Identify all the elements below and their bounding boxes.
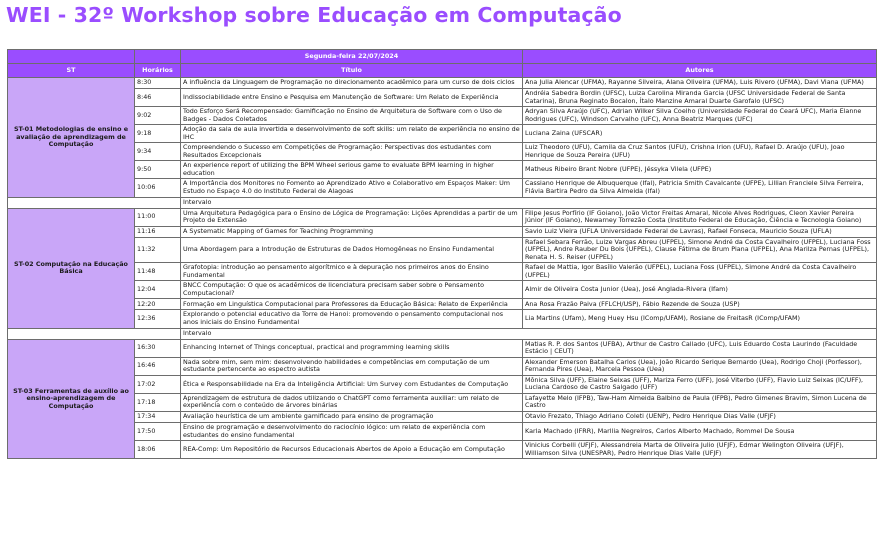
session-row [8,357,877,375]
session-title: Grafotopia: introdução ao pensamento algorítmico e à depuração nos primeiros anos do Ensino Fundamental [181,263,523,281]
date-header-blank [135,50,181,64]
session-time: 8:30 [135,78,181,89]
session-row [8,441,877,459]
session-authors: Otavio Frezato, Thiago Adriano Coleti (UENP), Pedro Henrique Dias Valle (UFJF) [523,411,877,422]
session-row [8,393,877,411]
session-time: 18:06 [135,441,181,459]
session-row [8,263,877,281]
session-row [8,179,877,197]
session-authors: Alexander Emerson Batalha Carlos (Uea), João Ricardo Serique Bernardo (Uea), Rodrigo Choji (Porfessor), Fernanda Pires (Uea), Marcela Pessoa (Uea) [523,357,877,375]
interval-row [8,328,877,339]
session-authors: Adryan Silva Araújo (UFC), Adrian Wilker Silva Coelho (Universidade Federal do Ceará UFC), Maria Elanne Rodrigues (UFC), Windson Carvalho (UFC), Anna Beatriz Marques (UFC) [523,107,877,125]
column-header-titulo: Título [181,64,523,78]
session-authors: Luciana Zaina (UFSCAR) [523,125,877,143]
interval-label: Intervalo [181,328,877,339]
interval-row [8,197,877,208]
session-title: Indissociabilidade entre Ensino e Pesquisa em Manutenção de Software: Um Relato de Experiência [181,89,523,107]
column-header-horario: Horários [135,64,181,78]
session-time: 9:34 [135,143,181,161]
session-time: 11:32 [135,237,181,263]
session-title: BNCC Computação: O que os acadêmicos de licenciatura precisam saber sobre o Pensamento Computacional? [181,281,523,299]
date-header-row [8,50,877,64]
schedule-table [7,49,877,459]
session-time: 10:06 [135,179,181,197]
session-authors: Vinicius Corbelli (UFJF), Alessandreia Marta de Oliveira Julio (UFJF), Edmar Welington Oliveira (UFJF), Williamson Silva (UNESPAR), Pedro Henrique Dias Valle (UFJF) [523,441,877,459]
session-title: A Systematic Mapping of Games for Teaching Programming [181,226,523,237]
session-time: 17:02 [135,375,181,393]
session-authors: Matias R. P. dos Santos (UFBA), Arthur de Castro Callado (UFC), Luis Eduardo Costa Laurindo (Faculdade Estácio | CEUT) [523,339,877,357]
session-row [8,281,877,299]
session-authors: Lia Martins (Ufam), Meng Huey Hsu (IComp/UFAM), Rosiane de FreitasR (IComp/UFAM) [523,310,877,328]
session-row [8,310,877,328]
st-group-label: ST-02 Computação na Educação Básica [8,208,135,328]
session-row [8,143,877,161]
session-title: Explorando o potencial educativo da Torre de Hanoi: promovendo o pensamento computacional nos anos iniciais do Ensino Fundamental [181,310,523,328]
session-authors: Cassiano Henrique de Albuquerque (Ifal), Patricia Smith Cavalcante (UFPE), Lillian Franciele Silva Ferreira, Flávia Bartira Pedro da Silva Almeida (Ifal) [523,179,877,197]
session-row [8,375,877,393]
session-time: 16:46 [135,357,181,375]
session-authors: Rafael de Mattia, Igor Basílio Valerão (UFPEL), Luciana Foss (UFPEL), Simone André da Costa Cavalheiro (UFPEL) [523,263,877,281]
session-title: Ética e Responsabilidade na Era da Inteligência Artificial: Um Survey com Estudantes de Computação [181,375,523,393]
date-header-blank [523,50,877,64]
session-title: REA-Comp: Um Repositório de Recursos Educacionais Abertos de Apoio a Educação em Computação [181,441,523,459]
column-header-row [8,64,877,78]
session-title: Avaliação heurística de um ambiente gamificado para ensino de programação [181,411,523,422]
session-authors: Ana Rosa Frazão Paiva (FFLCH/USP), Fábio Rezende de Souza (USP) [523,299,877,310]
session-authors: Karla Machado (IFRR), Marllia Negreiros, Carlos Alberto Machado, Rommel De Sousa [523,422,877,440]
column-header-st: ST [8,64,135,78]
session-time: 8:46 [135,89,181,107]
session-row [8,89,877,107]
session-title: Uma Arquitetura Pedagógica para o Ensino de Lógica de Programação: Lições Aprendidas a partir de um Projeto de Extensão [181,208,523,226]
session-time: 12:20 [135,299,181,310]
session-time: 9:50 [135,161,181,179]
session-authors: Luiz Theodoro (UFU), Camila da Cruz Santos (UFU), Crishna Irion (UFU), Rafael D. Araújo (UFU), Joao Henrique de Souza Pereira (UFU) [523,143,877,161]
session-time: 17:34 [135,411,181,422]
session-time: 17:18 [135,393,181,411]
session-time: 17:50 [135,422,181,440]
session-time: 11:00 [135,208,181,226]
session-authors: Lafayette Melo (IFPB), Taw-Ham Almeida Balbino de Paula (IFPB), Pedro Gimenes Bravim, Simon Lucena de Castro [523,393,877,411]
session-row [8,237,877,263]
session-time: 12:36 [135,310,181,328]
session-title: A influência da Linguagem de Programação no direcionamento acadêmico para um curso de dois ciclos [181,78,523,89]
session-time: 9:18 [135,125,181,143]
session-time: 9:02 [135,107,181,125]
session-authors: Savio Luiz Vieira (UFLA Universidade Federal de Lavras), Rafael Fonseca, Mauricio Souza (UFLA) [523,226,877,237]
session-title: A Importância dos Monitores no Fomento ao Aprendizado Ativo e Colaborativo em Espaços Maker: Um Estudo no Espaço 4.0 do Instituto Federal de Alagoas [181,179,523,197]
session-time: 12:04 [135,281,181,299]
column-header-autores: Autores [523,64,877,78]
date-header-blank [8,50,135,64]
session-time: 11:48 [135,263,181,281]
session-time: 11:16 [135,226,181,237]
session-row [8,161,877,179]
interval-label: Intervalo [181,197,877,208]
session-row [8,339,877,357]
session-title: Aprendizagem de estrutura de dados utilizando o ChatGPT como ferramenta auxiliar: um relato de experiência com o conteúdo de árvores binárias [181,393,523,411]
session-title: Uma Abordagem para a Introdução de Estruturas de Dados Homogêneas no Ensino Fundamental [181,237,523,263]
session-title: An experience report of utilizing the BPM Wheel serious game to evaluate BPM learning in higher education [181,161,523,179]
session-title: Compreendendo o Sucesso em Competições de Programação: Perspectivas dos estudantes com Resultados Excepcionais [181,143,523,161]
session-row [8,422,877,440]
session-row [8,226,877,237]
page-title: WEI - 32º Workshop sobre Educação em Computação [6,3,622,27]
interval-blank [8,197,181,208]
session-authors: Almir de Oliveira Costa Junior (Uea), José Anglada-Rivera (Ifam) [523,281,877,299]
session-time: 16:30 [135,339,181,357]
session-row [8,299,877,310]
session-title: Todo Esforço Será Recompensado: Gamificação no Ensino de Arquitetura de Software com o Uso de Badges - Dados Coletados [181,107,523,125]
session-authors: Ana Julia Alencar (UFMA), Rayanne Silveira, Alana Oliveira (UFMA), Luis Rivero (UFMA), Davi Viana (UFMA) [523,78,877,89]
st-group-label: ST-03 Ferramentas de auxílio ao ensino-aprendizagem de Computação [8,339,135,459]
schedule-body [8,50,877,459]
session-row [8,125,877,143]
interval-blank [8,328,181,339]
session-title: Adoção da sala de aula invertida e desenvolvimento de soft skills: um relato de experiência no ensino de IHC [181,125,523,143]
st-group-label: ST-01 Metodologias de ensino e avaliação de aprendizagem de Computação [8,78,135,198]
session-row [8,107,877,125]
session-authors: Matheus Ribeiro Brant Nobre (UFPE), Jéssyka Vilela (UFPE) [523,161,877,179]
session-row [8,411,877,422]
session-authors: Rafael Sebara Ferrão, Luize Vargas Abreu (UFPEL), Simone André da Costa Cavalheiro (UFPEL), Luciana Foss (UFPEL), Andre Rauber Du Bois (UFPEL), Clause Fátima de Brum Piana (UFPEL), Ana Marilza Pernas (UFPEL), Renata H. S. Reiser (UFPEL) [523,237,877,263]
session-title: Nada sobre mim, sem mim: desenvolvendo habilidades e competências em computação de um estudante pertencente ao espectro autista [181,357,523,375]
session-title: Enhancing Internet of Things conceptual, practical and programming learning skills [181,339,523,357]
date-header: Segunda-feira 22/07/2024 [181,50,523,64]
session-authors: Andréia Sabedra Bordin (UFSC), Luiza Carolina Miranda Garcia (UFSC Universidade Federal de Santa Catarina), Bruna Reginato Bocalon, Ítalo Manzine Amaral Duarte Garofalo (UFSC) [523,89,877,107]
session-title: Ensino de programação e desenvolvimento do raciocínio lógico: um relato de experiência com estudantes do ensino fundamental [181,422,523,440]
session-authors: Filipe Jesus Porfírio (IF Goiano), João Victor Freitas Amaral, Nicole Alves Rodrigues, Cleon Xavier Pereira Júnior (IF Goiano), Newarney Torrezão Costa (Instituto Federal de Educação, Ciência e Tecnologia Goiano) [523,208,877,226]
session-row [8,78,877,89]
session-title: Formação em Linguística Computacional para Professores da Educação Básica: Relato de Experiência [181,299,523,310]
session-authors: Mônica Silva (UFF), Elaine Seixas (UFF), Mariza Ferro (UFF), José Viterbo (UFF), Flavio Luiz Seixas (IC/UFF), Luciana Cardoso de Castro Salgado (UFF) [523,375,877,393]
session-row [8,208,877,226]
